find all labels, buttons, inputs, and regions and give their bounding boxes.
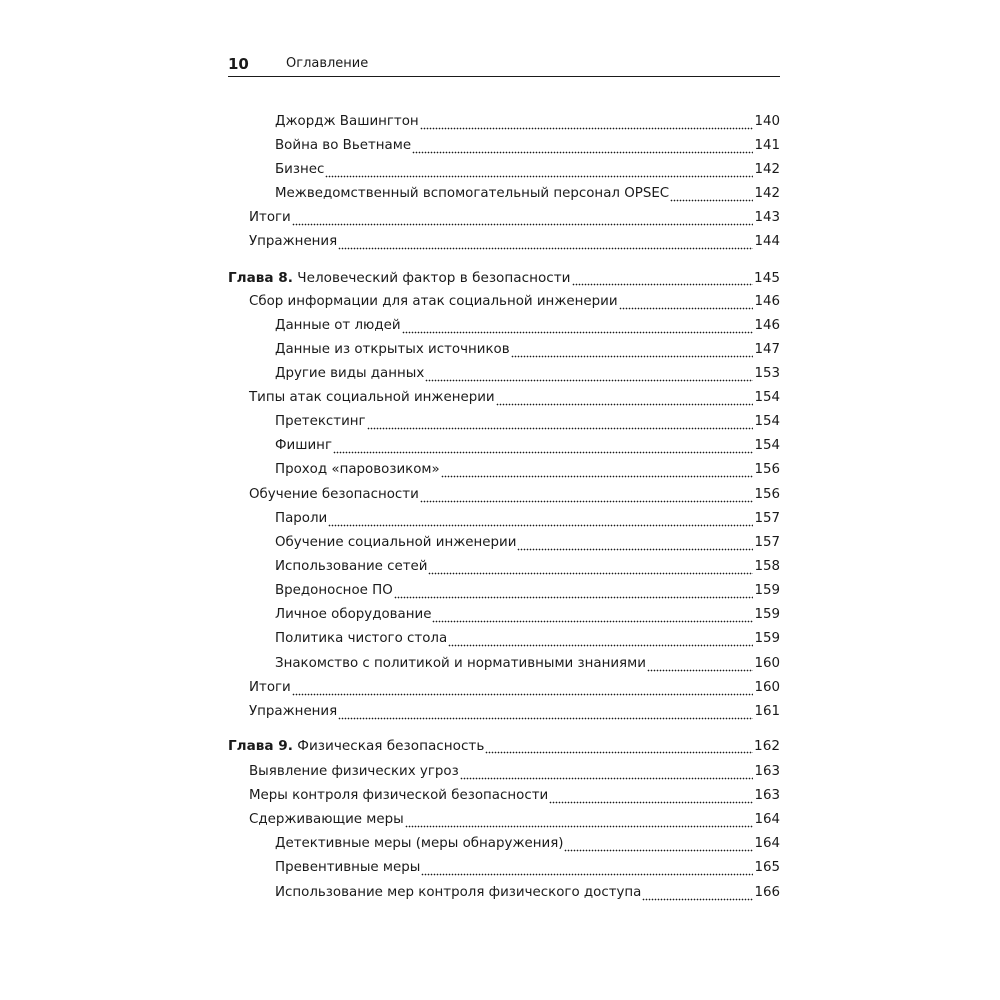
toc-entry-label: Претекстинг: [275, 414, 366, 429]
toc-entry-page: 158: [754, 559, 780, 574]
toc-entry-label: Пароли: [275, 511, 328, 526]
toc-entry: [275, 136, 780, 156]
toc-entry-label: Использование мер контроля физического доступа: [275, 885, 642, 900]
toc-entry-label: Проход «паровозиком»: [275, 462, 440, 477]
toc-entry-page: 165: [754, 860, 780, 875]
toc-entry: [249, 762, 780, 782]
toc-entry-label: Джордж Вашингтон: [275, 114, 419, 129]
toc-entry: [275, 112, 780, 132]
dot-leader: [642, 883, 753, 903]
toc-entry-label: Знакомство с политикой и нормативными знаниями: [275, 656, 646, 671]
dot-leader: [421, 858, 753, 878]
toc-entry-label: Политика чистого стола: [275, 631, 448, 646]
toc-entry-page: 157: [754, 511, 780, 526]
toc-entry-page: 142: [754, 186, 780, 201]
toc-entry-label: Война во Вьетнаме: [275, 138, 412, 153]
toc-entry-page: 164: [754, 836, 780, 851]
toc-entry: [275, 557, 780, 577]
toc-entry: [275, 160, 780, 180]
toc-entry: [275, 605, 780, 625]
toc-entry-page: 142: [754, 162, 780, 177]
toc-entry-page: 159: [754, 631, 780, 646]
toc-entry-page: 145: [754, 270, 780, 286]
toc-entry: [249, 208, 780, 228]
toc-entry-page: 141: [754, 138, 780, 153]
toc-entry: [275, 184, 780, 204]
dot-leader: [511, 340, 754, 360]
toc-entry: [249, 292, 780, 312]
dot-leader: [338, 702, 753, 722]
toc-entry-label: Типы атак социальной инженерии: [249, 390, 495, 405]
toc-entry-page: 166: [754, 885, 780, 900]
dot-leader: [517, 533, 753, 553]
dot-leader: [325, 160, 753, 180]
toc-entry: [275, 629, 780, 649]
toc-entry-page: 163: [754, 788, 780, 803]
toc-entry-label: Человеческий фактор в безопасности: [297, 270, 571, 286]
toc-entry: [249, 485, 780, 505]
dot-leader: [402, 316, 754, 336]
dot-leader: [394, 581, 754, 601]
dot-leader: [420, 112, 754, 132]
toc-entry: [275, 858, 780, 878]
toc-entry-label: Физическая безопасность: [297, 738, 485, 754]
toc-entry-page: 160: [754, 656, 780, 671]
toc-entry-page: 156: [754, 487, 780, 502]
toc-entry-page: 144: [754, 234, 780, 249]
toc-entry: [249, 810, 780, 830]
toc-entry: [275, 581, 780, 601]
toc-entry: [275, 436, 780, 456]
toc-entry-label: Упражнения: [249, 234, 338, 249]
toc-entry: [275, 412, 780, 432]
toc-entry-label: Итоги: [249, 680, 291, 695]
toc-entry-label: Меры контроля физической безопасности: [249, 788, 549, 803]
toc-entry-label: Межведомственный вспомогательный персонал OPSEC: [275, 186, 670, 201]
toc-entry-page: 154: [754, 438, 780, 453]
dot-leader: [428, 557, 753, 577]
dot-leader: [292, 208, 754, 228]
toc-entry-page: 159: [754, 583, 780, 598]
dot-leader: [647, 654, 754, 674]
toc-entry: [275, 340, 780, 360]
toc-entry-label: Вредоносное ПО: [275, 583, 393, 598]
toc-entry-label: Бизнес: [275, 162, 325, 177]
toc-entry-page: 154: [754, 390, 780, 405]
toc-entry-page: 147: [754, 342, 780, 357]
toc-chapter-entry: [228, 736, 780, 756]
toc-entry: [275, 316, 780, 336]
toc-entry-label: Сдерживающие меры: [249, 812, 404, 827]
dot-leader: [670, 184, 753, 204]
page-number: 10: [228, 55, 249, 73]
toc-entry-label: Данные из открытых источников: [275, 342, 510, 357]
dot-leader: [292, 678, 754, 698]
dot-leader: [412, 136, 753, 156]
toc-entry: [275, 460, 780, 480]
toc-entry-page: 164: [754, 812, 780, 827]
toc-entry-label: Использование сетей: [275, 559, 428, 574]
toc-entry-label: Сбор информации для атак социальной инженерии: [249, 294, 618, 309]
dot-leader: [448, 629, 753, 649]
toc-entry-page: 163: [754, 764, 780, 779]
dot-leader: [619, 292, 754, 312]
running-title: Оглавление: [286, 56, 369, 71]
toc-entry-page: 153: [754, 366, 780, 381]
toc-entry-label: Фишинг: [275, 438, 332, 453]
dot-leader: [338, 232, 753, 252]
toc-entry-label: Обучение социальной инженерии: [275, 535, 517, 550]
dot-leader: [333, 436, 753, 456]
dot-leader: [564, 834, 753, 854]
toc-entry: [275, 509, 780, 529]
dot-leader: [367, 412, 754, 432]
toc-entry: [275, 654, 780, 674]
toc-entry: [275, 364, 780, 384]
toc-entry-page: 154: [754, 414, 780, 429]
toc-entry: [275, 834, 780, 854]
toc-entry-label: Выявление физических угроз: [249, 764, 459, 779]
dot-leader: [425, 364, 753, 384]
toc-entry-label: Обучение безопасности: [249, 487, 419, 502]
dot-leader: [405, 810, 754, 830]
toc-entry-label: Итоги: [249, 210, 291, 225]
dot-leader: [460, 762, 754, 782]
chapter-number: Глава 8.: [228, 270, 293, 286]
toc-entry: [249, 232, 780, 252]
toc-entry-label: Упражнения: [249, 704, 338, 719]
toc-entry-page: 157: [754, 535, 780, 550]
toc-entry: [249, 388, 780, 408]
dot-leader: [432, 605, 753, 625]
toc-entry: [249, 786, 780, 806]
toc-chapter-entry: [228, 268, 780, 288]
toc-entry-page: 156: [754, 462, 780, 477]
toc-entry: [275, 883, 780, 903]
dot-leader: [572, 268, 754, 288]
toc-entry-page: 146: [754, 294, 780, 309]
dot-leader: [420, 485, 754, 505]
toc-entry-page: 160: [754, 680, 780, 695]
toc-entry-page: 146: [754, 318, 780, 333]
toc-entry-page: 161: [754, 704, 780, 719]
toc-entry-page: 140: [754, 114, 780, 129]
toc-entry: [275, 533, 780, 553]
toc-entry-label: Личное оборудование: [275, 607, 432, 622]
chapter-number: Глава 9.: [228, 738, 293, 754]
dot-leader: [441, 460, 754, 480]
toc-entry: [249, 702, 780, 722]
toc-entry-label: Детективные меры (меры обнаружения): [275, 836, 564, 851]
toc-entry-page: 143: [754, 210, 780, 225]
dot-leader: [496, 388, 754, 408]
toc-entry-page: 162: [754, 738, 780, 754]
toc-entry: [249, 678, 780, 698]
toc-entry-label: Превентивные меры: [275, 860, 421, 875]
toc-entry-label: Другие виды данных: [275, 366, 425, 381]
dot-leader: [485, 736, 753, 756]
toc-entry-label: Данные от людей: [275, 318, 401, 333]
dot-leader: [549, 786, 753, 806]
dot-leader: [328, 509, 753, 529]
toc-entry-page: 159: [754, 607, 780, 622]
